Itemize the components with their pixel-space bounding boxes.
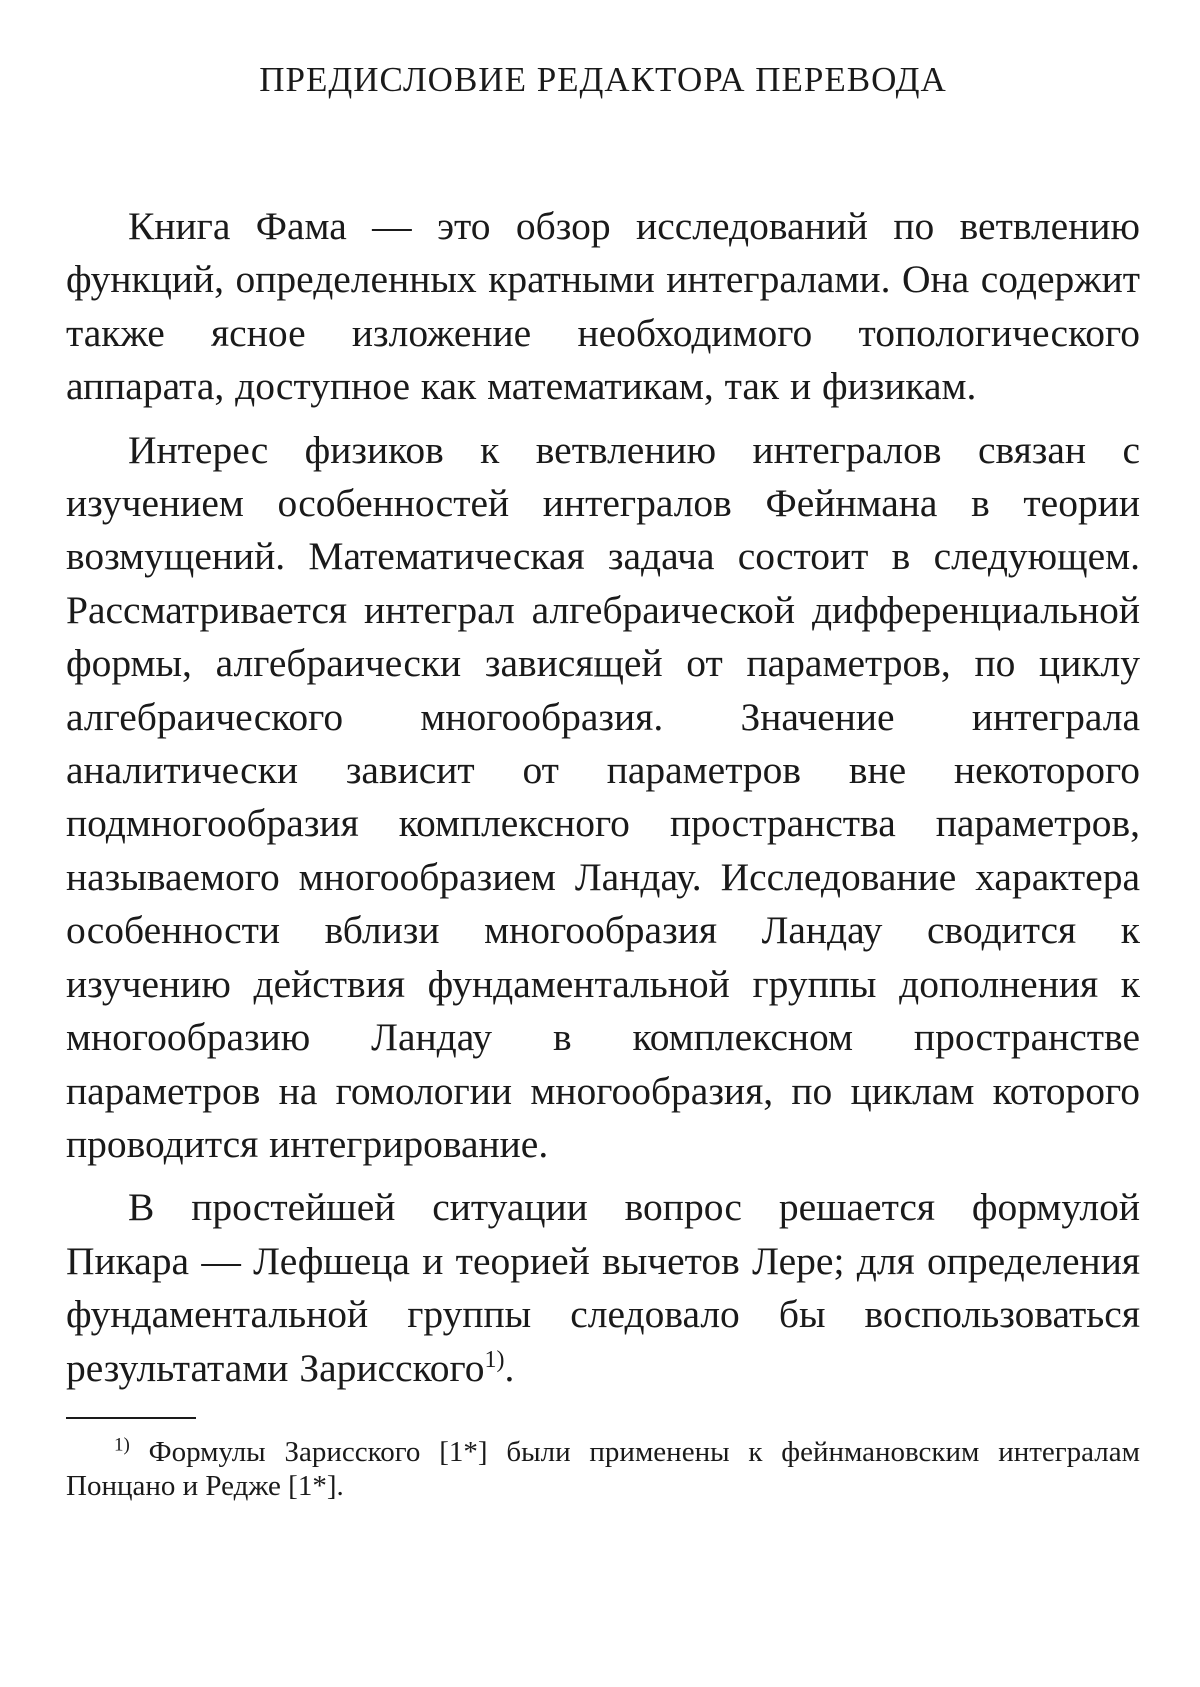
paragraph-2: Интерес физиков к ветвлению интегралов связан с изучением особенностей интегралов Фейнмана в теории возмущений. Математическая задача состоит в следующем. Рассматривается интеграл алгебраической дифференциальной формы, алгебраически зависящей от параметров, по циклу алгебраического многообразия. Значение интеграла аналитически зависит от параметров вне некоторого подмногообразия комплексного пространства параметров, называемого многообразием Ландау. Исследование характера особенности вблизи многообразия Ландау сводится к изучению действия фундаментальной группы дополнения к многообразию Ландау в комплексном пространстве параметров на гомологии многообразия, по циклам которого проводится интегрирование. [66, 427, 1140, 1166]
footnote-mark: 1) [114, 1434, 130, 1456]
footnote-text: Формулы Зарисского [1*] были применены к фейнмановским интегралам Понцано и Редже [1*]. [66, 1435, 1141, 1502]
page-title: ПРЕДИСЛОВИЕ РЕДАКТОРА ПЕРЕВОДА [259, 60, 947, 99]
footnote [66, 1435, 1140, 1503]
page [66, 60, 1140, 1503]
footnote-reference[interactable]: 1) [484, 1346, 505, 1373]
paragraph-3 [66, 1181, 1140, 1395]
footnote-divider [66, 1417, 196, 1419]
paragraph-3-text: В простейшей ситуации вопрос решается формулой Пикара — Лефшеца и теорией вычетов Лере; для определения фундаментальной группы следовало бы воспользоваться результатами Зарисского [66, 1185, 1140, 1390]
paragraph-1: Книга Фама — это обзор исследований по ветвлению функций, определенных кратными интегралами. Она содержит также ясное изложение необходимого топологического аппарата, доступное как математикам, так и физикам. [66, 204, 1140, 409]
paragraph-3-tail: . [504, 1345, 515, 1390]
